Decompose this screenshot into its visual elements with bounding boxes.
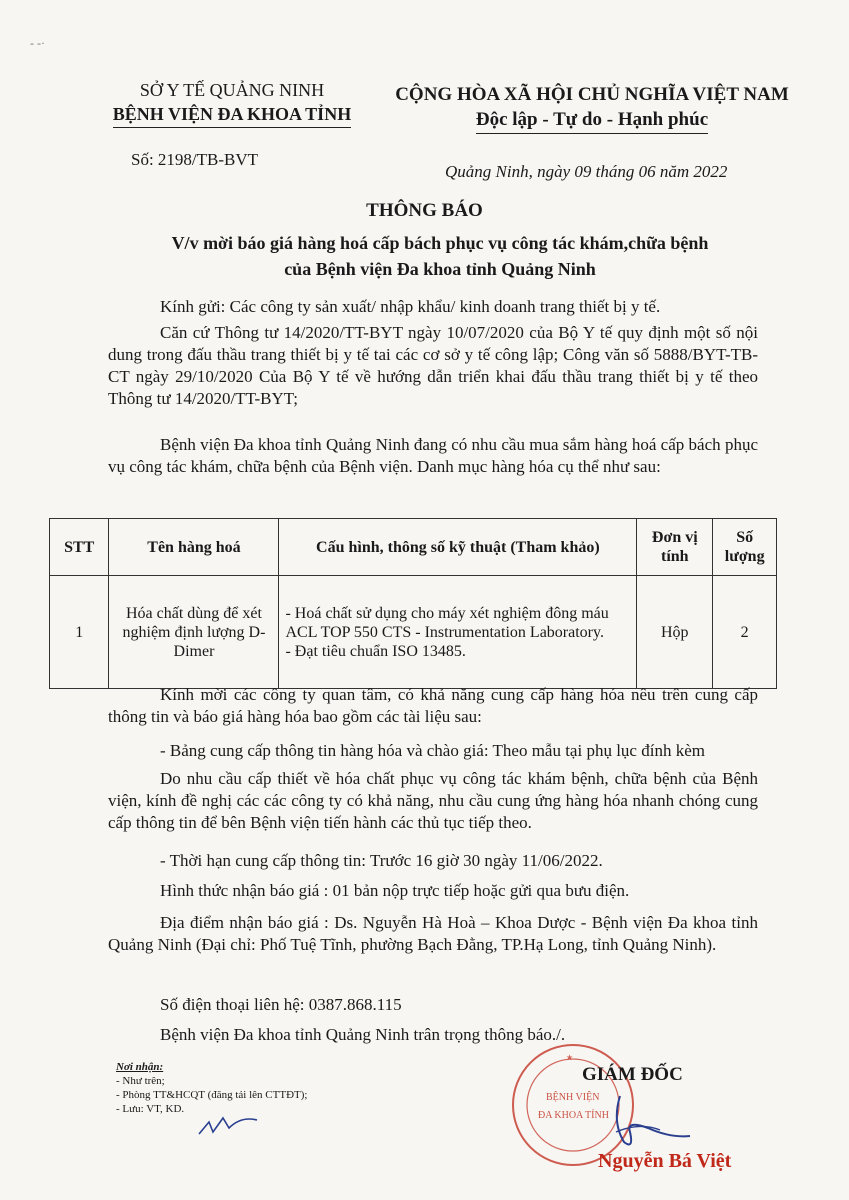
spec-line1: - Hoá chất sử dụng cho máy xét nghiệm đông máu ACL TOP 550 CTS - Instrumentation Laboratory. [285,604,609,641]
para-basis [108,322,758,410]
col-unit: Đơn vị tính [637,519,713,576]
cell-name: Hóa chất dùng để xét nghiệm định lượng D-Dimer [109,576,279,689]
recipient-line [108,296,758,318]
signature-name: Nguyễn Bá Việt [598,1150,732,1172]
nation-line1: CỘNG HÒA XÃ HỘI CHỦ NGHĨA VIỆT NAM [395,84,789,105]
subtitle-line1: V/v mời báo giá hàng hoá cấp bách phục vụ công tác khám,chữa bệnh [171,233,709,253]
org-header [92,78,372,128]
para-method [108,880,758,902]
para-deadline [108,850,758,872]
scan-mark: - -· [30,36,45,50]
signature-title: GIÁM ĐỐC [582,1064,683,1085]
col-spec: Cấu hình, thông số kỹ thuật (Tham khảo) [279,519,637,576]
para-form [108,740,758,762]
doc-number: Số: 2198/TB-BVT [131,150,259,169]
col-qty: Số lượng [713,519,777,576]
para-urgent-text: Do nhu cầu cấp thiết về hóa chất phục vụ công tác khám bệnh, chữa bệnh của Bệnh viện, kính đề nghị các các công ty có khả năng, nhu cầu cung ứng hàng hóa nhanh chóng cung cấp thông tin để bên Bệnh viện tiến hành các thủ tục tiếp theo. [108,769,758,832]
para-method-text: Hình thức nhận báo giá : 01 bản nộp trực tiếp hoặc gửi qua bưu điện. [160,881,630,900]
spec-line2: - Đạt tiêu chuẩn ISO 13485. [285,642,466,660]
para-closing [108,1024,758,1046]
stamp-text-1: BỆNH VIỆN [546,1092,600,1103]
para-address [108,912,758,956]
para-basis-text: Căn cứ Thông tư 14/2020/TT-BYT ngày 10/07/2020 của Bộ Y tế quy định một số nội dung trong đấu thầu trang thiết bị y tế tai các cơ sở y tế công lập; Công văn số 5888/BYT-TB-CT ngày 29/10/2020 Của Bộ Y tế về hướng dẫn triển khai đấu thầu trang thiết bị y tế theo Thông tư 14/2020/TT-BYT; [108,323,758,408]
para-address-text: Địa điểm nhận báo giá : Ds. Nguyễn Hà Hoà – Khoa Dược - Bệnh viện Đa khoa tỉnh Quảng Ninh (Đại chỉ: Phố Tuệ Tĩnh, phường Bạch Đằng, TP.Hạ Long, tỉnh Quảng Ninh). [108,913,758,954]
cell-unit: Hộp [637,576,713,689]
initials-scribble [195,1110,265,1140]
nation-header [392,82,792,134]
org-line2: BỆNH VIỆN ĐA KHOA TỈNH [113,102,351,128]
place-date: Quảng Ninh, ngày 09 tháng 06 năm 2022 [445,162,728,181]
para-form-text: - Bảng cung cấp thông tin hàng hóa và chào giá: Theo mẫu tại phụ lục đính kèm [160,741,705,760]
cell-spec [279,576,637,689]
para-need [108,434,758,478]
para-phone [108,994,758,1016]
cell-qty: 2 [713,576,777,689]
para-need-text: Bệnh viện Đa khoa tỉnh Quảng Ninh đang có nhu cầu mua sắm hàng hoá cấp bách phục vụ công tác khám, chữa bệnh của Bệnh viện. Danh mục hàng hóa cụ thể như sau: [108,435,758,476]
subtitle-line2: của Bệnh viện Đa khoa tỉnh Quảng Ninh [284,259,596,279]
para-invite-text: Kính mời các công ty quan tâm, có khả năng cung cấp hàng hóa nêu trên cung cấp thông tin và báo giá hàng hóa bao gồm các tài liệu sau: [108,685,758,726]
recipient-item: - Như trên; [116,1075,165,1087]
org-line1: SỞ Y TẾ QUẢNG NINH [139,80,325,100]
nation-line2: Độc lập - Tự do - Hạnh phúc [476,107,708,134]
recipient-item: - Phòng TT&HCQT (đăng tải lên CTTĐT); [116,1089,308,1101]
col-name: Tên hàng hoá [109,519,279,576]
para-closing-text: Bệnh viện Đa khoa tỉnh Quảng Ninh trân trọng thông báo./. [160,1025,566,1044]
table-header-row [50,519,777,576]
para-invite [108,684,758,728]
recipient-item: - Lưu: VT, KD. [116,1103,185,1115]
col-stt: STT [50,519,109,576]
signature-scribble [590,1092,700,1152]
para-phone-text: Số điện thoại liên hệ: 0387.868.115 [160,995,402,1014]
recipients-block [116,1060,307,1116]
para-urgent [108,768,758,834]
goods-table [49,518,777,689]
cell-stt: 1 [50,576,109,689]
doc-title: THÔNG BÁO [366,200,483,221]
para-deadline-text: - Thời hạn cung cấp thông tin: Trước 16 giờ 30 ngày 11/06/2022. [160,851,603,870]
recipients-heading: Nơi nhận: [116,1061,164,1073]
doc-subtitle [90,230,790,282]
recipient-text: Kính gửi: Các công ty sản xuất/ nhập khẩu/ kinh doanh trang thiết bị y tế. [160,297,661,316]
stamp-text-2: ĐA KHOA TỈNH [538,1110,609,1121]
table-row [50,576,777,689]
stamp-star: ★ [566,1053,574,1062]
